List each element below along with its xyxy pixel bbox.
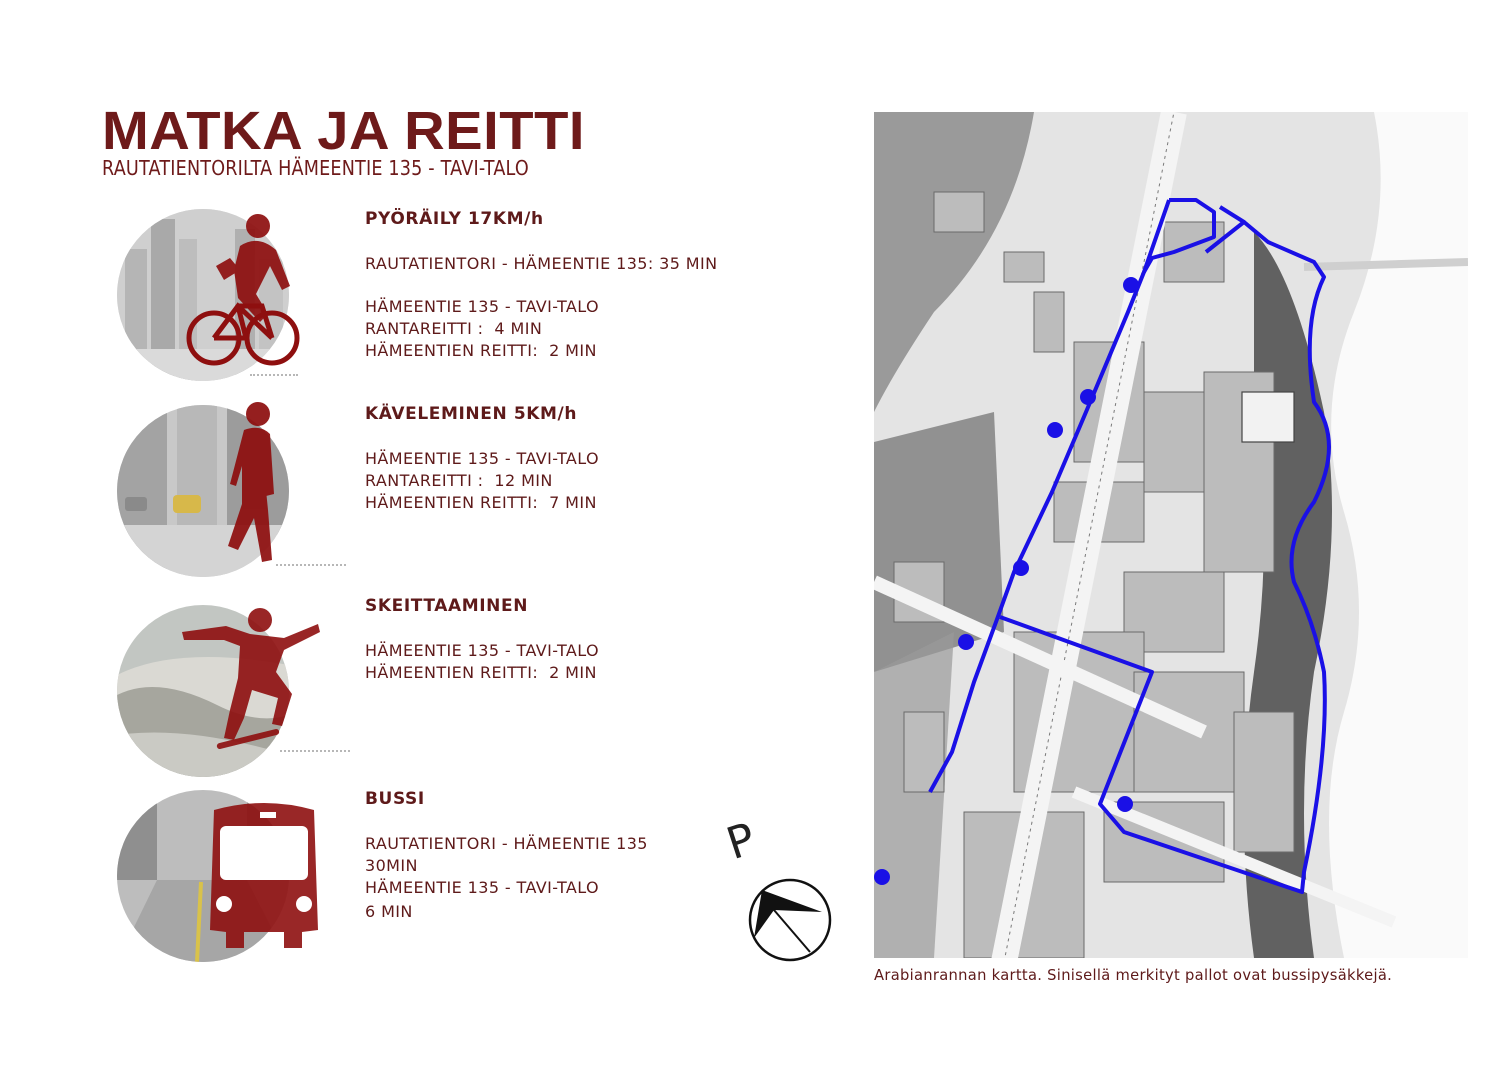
north-arrow	[722, 812, 842, 976]
cyclist-icon	[186, 210, 300, 376]
section-line: HÄMEENTIE 135 - TAVI-TALO	[365, 449, 599, 468]
page-subtitle: RAUTATIENTORILTA HÄMEENTIE 135 - TAVI-TALO	[102, 156, 529, 180]
section-line: HÄMEENTIE 135 - TAVI-TALO	[365, 878, 599, 897]
section-line: RANTAREITTI : 4 MIN	[365, 319, 543, 338]
section-line: HÄMEENTIEN REITTI: 7 MIN	[365, 493, 597, 512]
section-line: HÄMEENTIEN REITTI: 2 MIN	[365, 663, 597, 682]
section-line: 6 MIN	[365, 902, 413, 921]
section-line: RAUTATIENTORI - HÄMEENTIE 135: 35 MIN	[365, 254, 718, 273]
section-heading: PYÖRÄILY 17KM/h	[365, 209, 544, 229]
section-line: RANTAREITTI : 12 MIN	[365, 471, 553, 490]
divider-dots	[250, 374, 298, 376]
section-line: HÄMEENTIE 135 - TAVI-TALO	[365, 297, 599, 316]
page-title: MATKA JA REITTI	[102, 101, 586, 161]
section-line: RAUTATIENTORI - HÄMEENTIE 135	[365, 834, 648, 853]
north-letter: P	[722, 813, 762, 871]
section-line: 30MIN	[365, 856, 418, 875]
divider-dots	[276, 564, 346, 566]
section-heading: BUSSI	[365, 789, 425, 809]
section-line: HÄMEENTIEN REITTI: 2 MIN	[365, 341, 597, 360]
map-caption: Arabianrannan kartta. Sinisellä merkityt pallot ovat bussipysäkkejä.	[874, 966, 1393, 984]
divider-dots	[280, 750, 350, 752]
section-bus	[365, 789, 648, 923]
section-heading: KÄVELEMINEN 5KM/h	[365, 404, 578, 424]
section-cycling	[365, 209, 718, 362]
section-skating	[365, 596, 599, 684]
section-walking	[365, 404, 599, 514]
north-arrow-icon	[750, 880, 830, 960]
pedestrian-icon	[208, 400, 282, 566]
section-heading: SKEITTAAMINEN	[365, 596, 529, 616]
skateboarder-icon	[180, 606, 324, 752]
map-image	[874, 112, 1468, 958]
bus-icon	[202, 800, 326, 950]
section-line: HÄMEENTIE 135 - TAVI-TALO	[365, 641, 599, 660]
